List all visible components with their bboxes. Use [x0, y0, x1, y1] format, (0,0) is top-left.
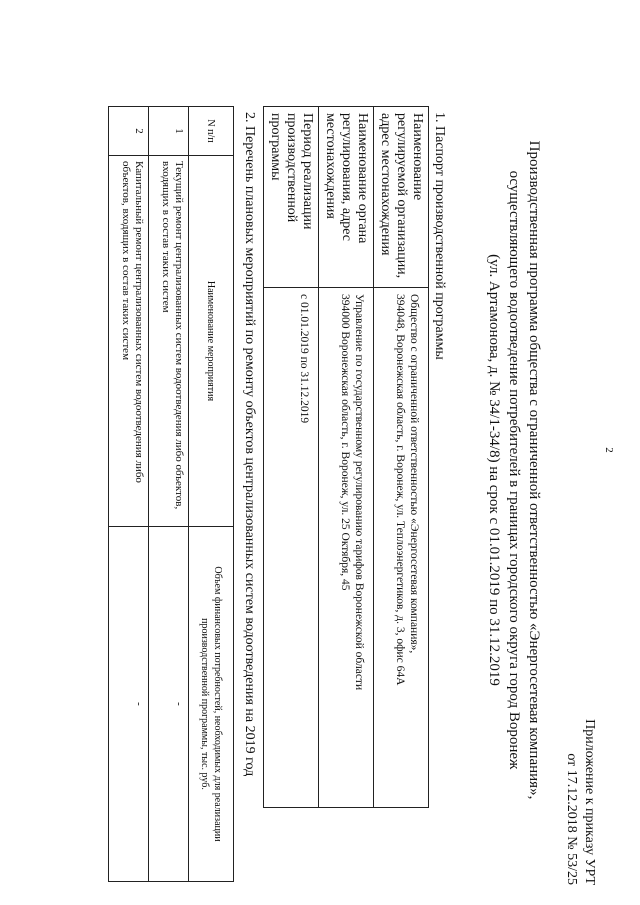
- title-line-2: осуществляющего водоотведение потребителей в границах городского округа город Воронеж: [506, 170, 522, 770]
- row-name: Текущий ремонт централизованных систем водоотведения либо объектов, входящих в состав таких систем: [149, 156, 189, 527]
- column-header-num: N п/п: [189, 107, 234, 156]
- passport-value-line: с 01.01.2019 по 31.12.2019: [298, 294, 310, 424]
- title-line-1: Производственная программа общества с ограниченной ответственностью «Энергосетевая компания»,: [526, 140, 542, 800]
- plan-table: [108, 106, 234, 882]
- passport-label: Наименование органа регулирования, адрес местонахождения: [319, 107, 374, 288]
- passport-value: [264, 288, 319, 808]
- column-header-name: Наименование мероприятия: [189, 156, 234, 527]
- passport-table: [263, 106, 429, 808]
- table-row: [149, 107, 189, 882]
- column-header-amount: Объем финансовых потребностей, необходимых для реализации производственной программы, тыс. руб.: [189, 527, 234, 882]
- row-number: 2: [109, 107, 149, 156]
- row-number: 1: [149, 107, 189, 156]
- table-header-row: [189, 107, 234, 882]
- row-amount: -: [149, 527, 189, 882]
- passport-value: [374, 288, 429, 808]
- passport-label: Наименование регулируемой организации, адрес местонахождения: [374, 107, 429, 288]
- annex-line-2: от 17.12.2018 № 53/25: [564, 753, 579, 885]
- passport-value-line: Управление по государственному регулированию тарифов Воронежской области: [353, 294, 365, 691]
- table-row: [109, 107, 149, 882]
- passport-value: [319, 288, 374, 808]
- annex-line-1: Приложение к приказу УРТ: [582, 719, 597, 885]
- passport-heading: 1. Паспорт производственной программы: [432, 112, 447, 360]
- document-title: [484, 120, 544, 820]
- passport-label: Период реализации производственной программы: [264, 107, 319, 288]
- row-name: Капитальный ремонт централизованных систем водоотведения либо объектов, входящих в состав таких систем: [109, 156, 149, 527]
- annex-reference: [562, 719, 598, 885]
- page-number: 2: [603, 447, 615, 453]
- passport-value-line: 394048, Воронежская область, г. Воронеж, ул. Теплоэнергетиков, д. 3, офис 64А: [394, 294, 406, 686]
- table-row: [374, 107, 429, 808]
- title-line-3: (ул. Артамонова, д. № 34/1-34/8) на срок с 01.01.2019 по 31.12.2019: [486, 254, 502, 686]
- passport-value-line: Общество с ограниченной ответственностью «Энергосетевая компания»,: [408, 294, 420, 654]
- plan-heading: 2. Перечень плановых мероприятий по ремонту объектов централизованных систем водоотведения на 2019 год: [242, 112, 257, 777]
- table-row: [319, 107, 374, 808]
- passport-value-line: 394000 Воронежская область, г. Воронеж, ул. 25 Октября, 45: [339, 294, 351, 591]
- table-row: [264, 107, 319, 808]
- row-amount: -: [109, 527, 149, 882]
